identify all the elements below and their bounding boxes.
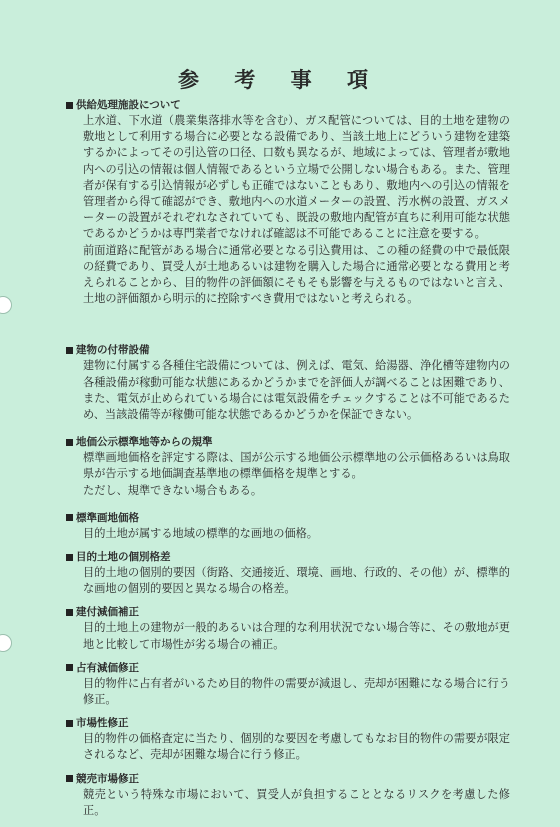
section-land-price-standard bbox=[66, 435, 510, 499]
section-heading: 占有減価修正 bbox=[76, 661, 139, 674]
section-heading: 目的土地の個別格差 bbox=[76, 551, 171, 564]
section-standard-lot-price bbox=[66, 511, 510, 542]
section-heading: 建付減価補正 bbox=[76, 606, 139, 619]
section-heading: 市場性修正 bbox=[76, 717, 129, 730]
section-individual-difference bbox=[66, 550, 510, 597]
notes-list bbox=[66, 98, 510, 827]
section-heading: 地価公示標準地等からの規準 bbox=[76, 436, 213, 449]
section-heading: 建物の付帯設備 bbox=[76, 344, 150, 357]
section-occupancy-reduction bbox=[66, 661, 510, 708]
section-body: 目的物件の価格査定に当たり、個別的な要因を考慮してもなお目的物件の需要が限定されるなど、売却が困難な場合に行う修正。 bbox=[83, 732, 510, 762]
section-heading: 標準画地価格 bbox=[76, 511, 139, 524]
section-utilities bbox=[66, 98, 510, 307]
section-auction-market bbox=[66, 772, 510, 819]
square-bullet-icon bbox=[66, 514, 73, 521]
section-heading: 供給処理施設について bbox=[76, 99, 181, 111]
square-bullet-icon bbox=[66, 609, 73, 616]
binder-hole bbox=[0, 296, 12, 314]
square-bullet-icon bbox=[66, 347, 73, 354]
section-building-equipment bbox=[66, 343, 510, 423]
section-body: 建物に付属する各種住宅設備については、例えば、電気、給湯器、浄化槽等建物内の各種設備が稼動可能な状態にあるかどうかまでを評価人が調べることは困難であり、また、電気が止められている場合には電気設備をチェックすることは不可能であるため、当該設備等が稼働可能な状態であるかどうかを保証できない。 bbox=[83, 359, 510, 422]
square-bullet-icon bbox=[66, 664, 73, 671]
square-bullet-icon bbox=[66, 439, 73, 446]
square-bullet-icon bbox=[66, 102, 73, 109]
square-bullet-icon bbox=[66, 554, 73, 561]
section-body: 目的土地が属する地域の標準的な画地の価格。 bbox=[83, 526, 318, 540]
section-body: 上水道、下水道（農業集落排水等を含む）、ガス配管については、目的土地を建物の敷地として利用する場合に必要となる設備であり、当該土地上にどういう建物を建築するかによってその引込管の口径、口数も異なるが、地域によっては、管理者が敷地内への引込の情報は個人情報であるという立場で公開しない場合もある。また、管理者が保有する引込情報が必ずしも正確ではないこともあり、敷地内への引込の情報を管理者から得て確認ができ、敷地内への水道メーターの設置、汚水桝の設置、ガスメーターの設置がそれぞれなされていても、既設の敷地内配管が直ちに利用可能な状態であるかどうかは専門業者でなければ確認は不可能であることに注意を要する。 前面道路に配管がある場合に通常必要となる引込費用は、この種の経費の中で最低限の経費であり、買受人が土地あるいは建物を購入した場合に通常必要となる費用と考えられることから、目的物件の評価額にそもそも影響を与えるものではないと言え、土地の評価額から明示的に控除すべき費用ではないと考えられる。 bbox=[83, 114, 510, 306]
section-heading: 競売市場修正 bbox=[76, 772, 139, 785]
binder-hole bbox=[0, 634, 12, 652]
section-body: 標準画地価格を評定する際は、国が公示する地価公示標準地の公示価格あるいは鳥取県が告示する地価調査基準地の標準価格を規準とする。 ただし、規準できない場合もある。 bbox=[83, 451, 510, 497]
section-body: 目的土地の個別的要因（街路、交通接近、環境、画地、行政的、その他）が、標準的な画地の個別的要因と異なる場合の格差。 bbox=[83, 566, 510, 596]
section-body: 目的土地上の建物が一般的あるいは合理的な利用状況でない場合等に、その敷地が更地と比較して市場性が劣る場合の補正。 bbox=[83, 621, 510, 651]
square-bullet-icon bbox=[66, 720, 73, 727]
section-building-reduction bbox=[66, 605, 510, 652]
section-marketability bbox=[66, 716, 510, 763]
page-title: 参 考 事 項 bbox=[178, 67, 382, 92]
section-body: 競売という特殊な市場において、買受人が負担することとなるリスクを考慮した修正。 bbox=[83, 787, 510, 817]
square-bullet-icon bbox=[66, 775, 73, 782]
section-body: 目的物件に占有者がいるため目的物件の需要が減退し、売却が困難になる場合に行う修正。 bbox=[83, 676, 510, 707]
